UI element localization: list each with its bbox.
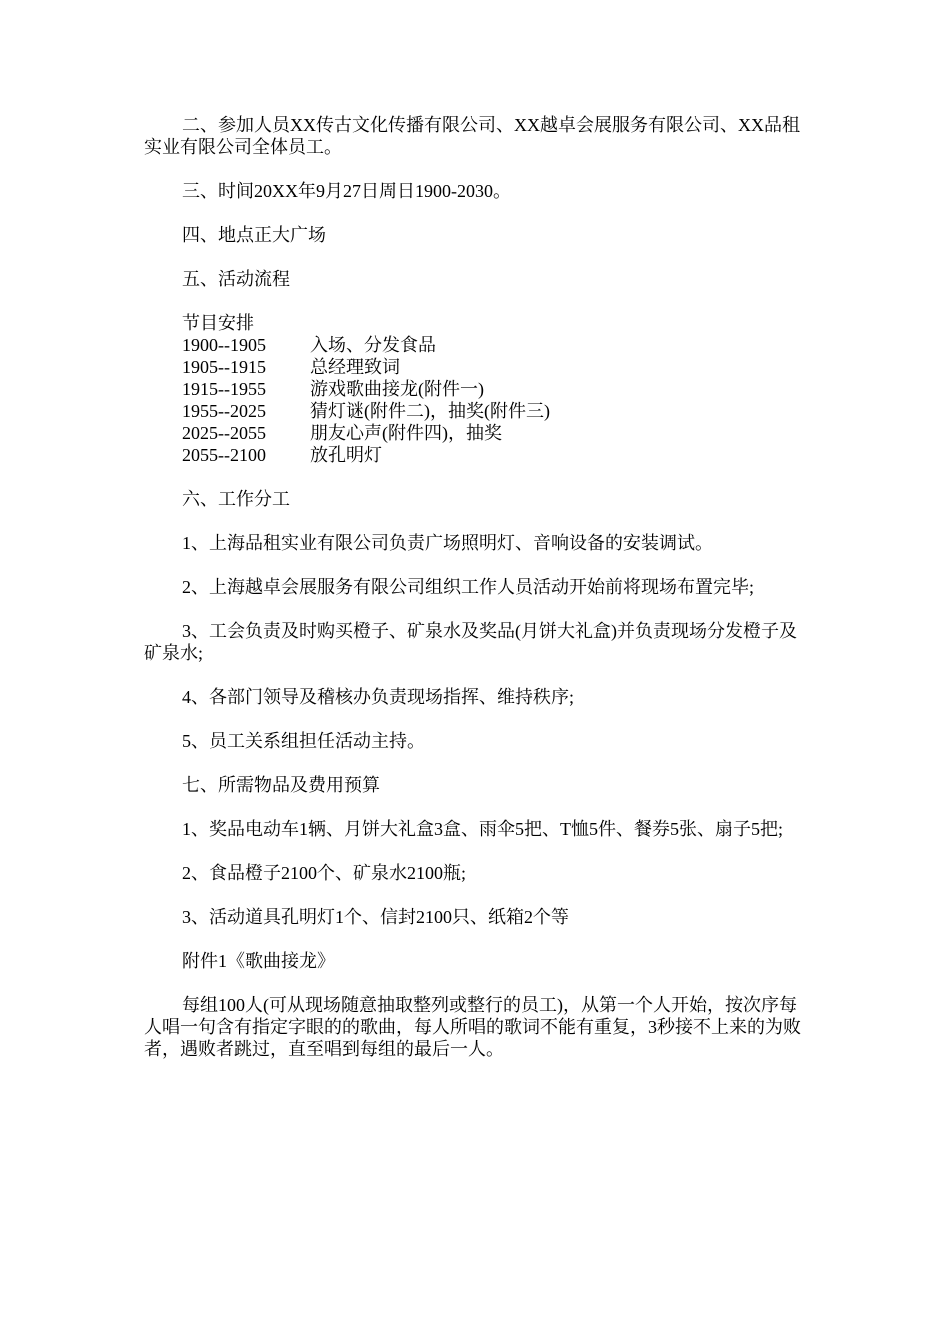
schedule-row [144,378,809,400]
budget-item: 1、奖品电动车1辆、月饼大礼盒3盒、雨伞5把、T恤5件、餐券5张、扇子5把; [182,819,783,839]
appendix-body: 每组100人(可从现场随意抽取整列或整行的员工)，从第一个人开始，按次序每人唱一句含有指定字眼的的歌曲，每人所唱的歌词不能有重复，3秒接不上来的为败者，遇败者跳过，直至唱到每组的最后一人。 [144,995,801,1059]
program-heading: 节目安排 [182,313,254,333]
participants-paragraph: 二、参加人员XX传古文化传播有限公司、XX越卓会展服务有限公司、XX品租实业有限公司全体员工。 [144,115,800,157]
location-paragraph: 四、地点正大广场 [182,225,326,245]
schedule-row [144,444,809,466]
division-item: 5、员工关系组担任活动主持。 [182,731,425,751]
schedule-item: 入场、分发食品 [310,335,436,355]
budget-heading: 七、所需物品及费用预算 [182,775,380,795]
budget-item: 3、活动道具孔明灯1个、信封2100只、纸箱2个等 [182,907,569,927]
division-item: 2、上海越卓会展服务有限公司组织工作人员活动开始前将现场布置完毕; [182,577,754,597]
schedule-time: 1900--1905 [182,335,266,355]
schedule-row [144,422,809,444]
schedule-item: 朋友心声(附件四)，抽奖 [310,423,502,443]
time-paragraph: 三、时间20XX年9月27日周日1900-2030。 [182,181,511,201]
division-item: 4、各部门领导及稽核办负责现场指挥、维持秩序; [182,687,574,707]
document-page [144,114,809,1060]
schedule-time: 1955--2025 [182,401,266,421]
appendix-heading: 附件1《歌曲接龙》 [182,951,335,971]
schedule-time: 1905--1915 [182,357,266,377]
schedule-item: 放孔明灯 [310,445,382,465]
budget-item: 2、食品橙子2100个、矿泉水2100瓶; [182,863,466,883]
schedule-item: 总经理致词 [310,357,400,377]
schedule-time: 2055--2100 [182,445,266,465]
division-item: 1、上海品租实业有限公司负责广场照明灯、音响设备的安装调试。 [182,533,713,553]
schedule-row [144,400,809,422]
division-item: 3、工会负责及时购买橙子、矿泉水及奖品(月饼大礼盒)并负责现场分发橙子及矿泉水; [144,621,797,663]
schedule-item: 游戏歌曲接龙(附件一) [310,379,484,399]
process-heading: 五、活动流程 [182,269,290,289]
schedule-row [144,356,809,378]
schedule-row [144,334,809,356]
division-heading: 六、工作分工 [182,489,290,509]
schedule-item: 猜灯谜(附件二)，抽奖(附件三) [310,401,550,421]
schedule-time: 1915--1955 [182,379,266,399]
schedule-time: 2025--2055 [182,423,266,443]
